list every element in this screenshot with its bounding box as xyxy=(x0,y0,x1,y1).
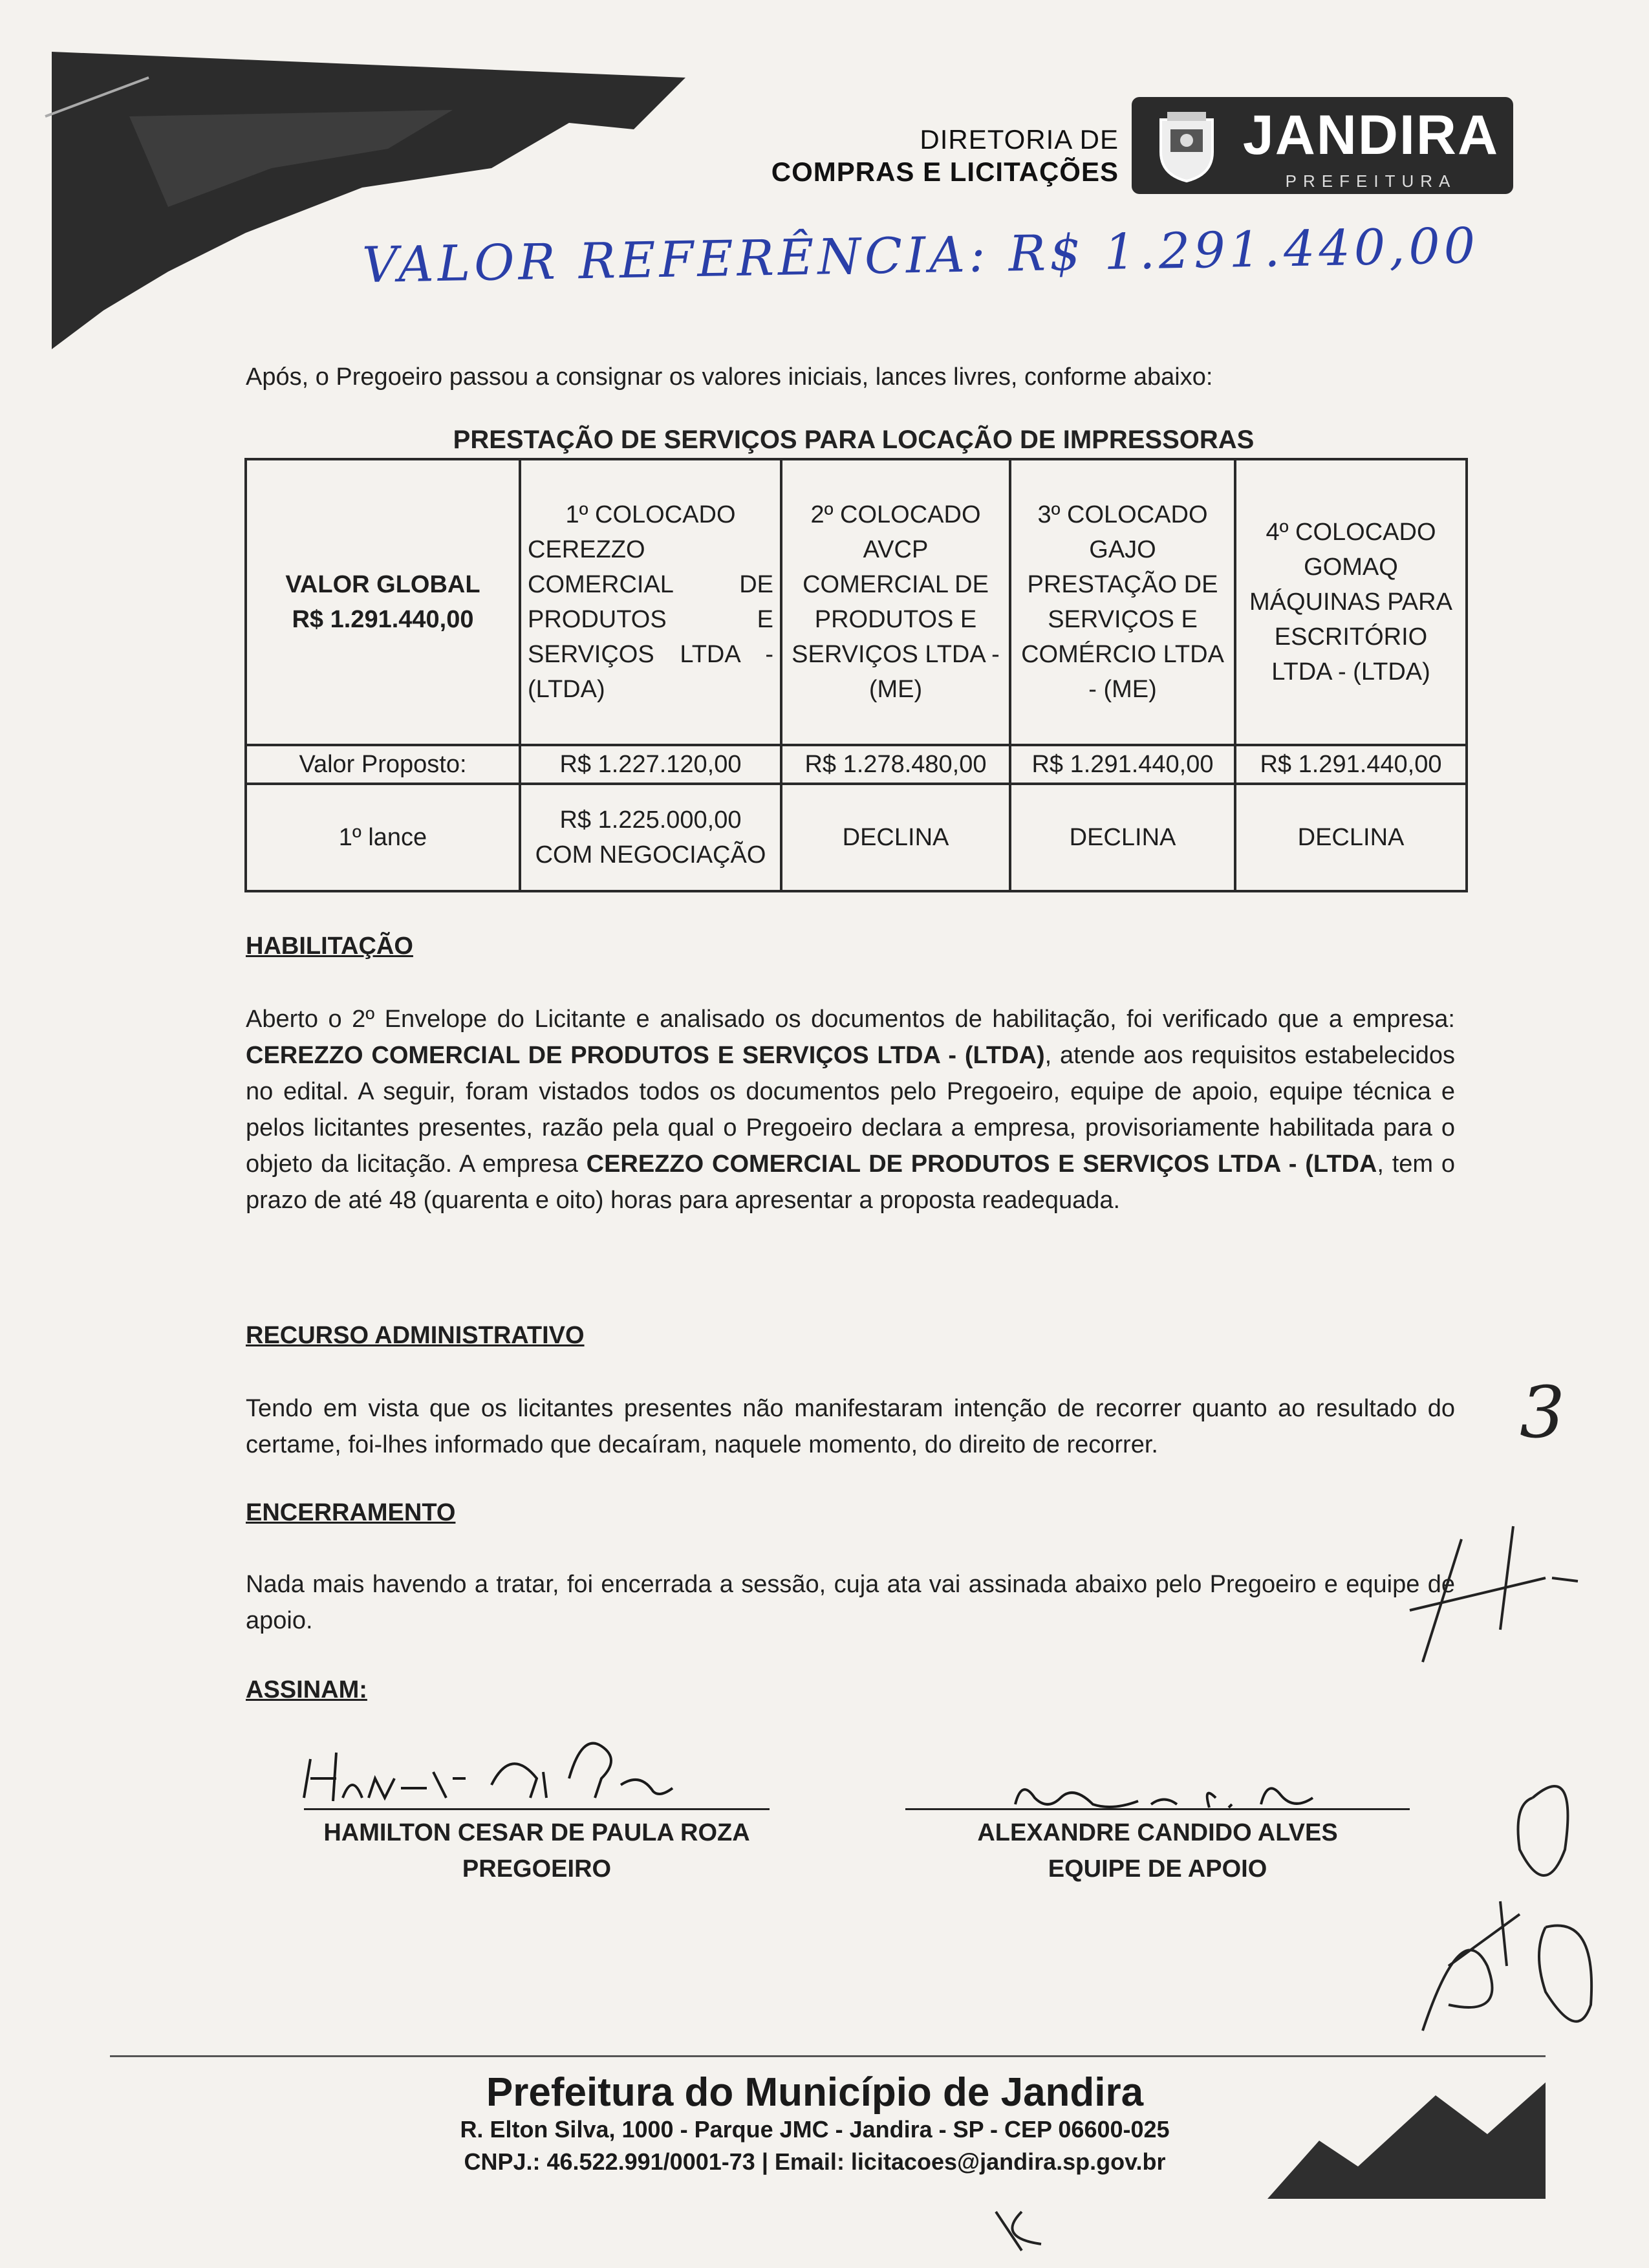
recurso-paragraph: Tendo em vista que os licitantes presentes não manifestaram intenção de recorrer quanto ao resultado do certame, foi-lhes informado que decaíram, naquele momento, do direito de recorrer. xyxy=(246,1395,1455,1458)
col-line: COMERCIAL DE PRODUTOS E SERVIÇOS LTDA - (ME) xyxy=(792,571,1000,703)
table-cell: DECLINA xyxy=(781,784,1010,891)
header-dark-shape xyxy=(0,39,724,375)
col-line: GAJO xyxy=(1089,536,1156,563)
col-line: GOMAQ xyxy=(1304,554,1398,581)
signature-line-left xyxy=(304,1808,770,1810)
handwritten-mark-bottom xyxy=(983,2199,1061,2263)
table-row xyxy=(246,784,1467,891)
table-cell: R$ 1.225.000,00 COM NEGOCIAÇÃO xyxy=(520,784,781,891)
table-cell: DECLINA xyxy=(1235,784,1467,891)
corner-line: R$ 1.291.440,00 xyxy=(292,606,474,633)
initials-margin xyxy=(1384,1513,1617,2069)
signature-pregoeiro xyxy=(297,1707,763,1824)
signer-name-right: ALEXANDRE CANDIDO ALVES xyxy=(977,1819,1338,1846)
crest-icon xyxy=(1148,107,1225,184)
heading-habilitacao: HABILITAÇÃO xyxy=(246,933,413,960)
table-cell: R$ 1.291.440,00 xyxy=(1235,745,1467,784)
table-row xyxy=(246,745,1467,784)
col-line: MÁQUINAS PARA ESCRITÓRIO LTDA - (LTDA) xyxy=(1249,589,1452,686)
table-title: PRESTAÇÃO DE SERVIÇOS PARA LOCAÇÃO DE IMPRESSORAS xyxy=(453,426,1255,454)
signer-role-right: EQUIPE DE APOIO xyxy=(1048,1855,1267,1883)
logo-subtitle: PREFEITURA xyxy=(1285,171,1457,191)
habilitacao-text-a: Aberto o 2º Envelope do Licitante e analisado os documentos de habilitação, foi verificado que a empresa: xyxy=(246,1006,1455,1033)
footer-contact: CNPJ.: 46.522.991/0001-73 | Email: licitacoes@jandira.sp.gov.br xyxy=(464,2148,1166,2175)
directorate-line2: COMPRAS E LICITAÇÕES xyxy=(771,157,1119,187)
table-cell: R$ 1.227.120,00 xyxy=(520,745,781,784)
col-line: 2º COLOCADO xyxy=(810,501,981,528)
encerramento-paragraph: Nada mais havendo a tratar, foi encerrada a sessão, cuja ata vai assinada abaixo pelo Pregoeiro e equipe de apoio. xyxy=(246,1571,1455,1634)
header-cell-col3 xyxy=(1010,459,1235,745)
footer-email: Email: licitacoes@jandira.sp.gov.br xyxy=(774,2148,1166,2175)
header-cell-col1 xyxy=(520,459,781,745)
col-line: PRESTAÇÃO DE SERVIÇOS E COMÉRCIO LTDA - (ME) xyxy=(1021,571,1224,703)
intro-paragraph: Após, o Pregoeiro passou a consignar os valores iniciais, lances livres, conforme abaixo: xyxy=(246,363,1213,391)
footer-address: R. Elton Silva, 1000 - Parque JMC - Jandira - SP - CEP 06600-025 xyxy=(460,2116,1170,2143)
row-label: Valor Proposto: xyxy=(246,745,520,784)
habilitacao-company-a: CEREZZO COMERCIAL DE PRODUTOS E SERVIÇOS LTDA - (LTDA) xyxy=(246,1042,1045,1069)
col-line: CEREZZO COMERCIAL DE PRODUTOS E SERVIÇOS LTDA - (LTDA) xyxy=(528,536,773,703)
footer-divider xyxy=(110,2055,1546,2057)
logo-name: JANDIRA xyxy=(1242,104,1500,166)
handwritten-reference-value: VALOR REFERÊNCIA: R$ 1.291.440,00 xyxy=(361,216,1480,294)
signer-role-left: PREGOEIRO xyxy=(462,1855,612,1883)
corner-line: VALOR GLOBAL xyxy=(285,571,480,598)
footer-title: Prefeitura do Município de Jandira xyxy=(486,2070,1144,2115)
bids-table xyxy=(244,458,1468,892)
habilitacao-text-b: , atende aos requisitos estabelecidos no edital. A seguir, foram vistados todos os documentos pelo Pregoeiro, equipe de apoio, equipe técnica e pelos licitantes presentes, razão pela qual o Pregoeiro declara a empresa, provisoriamente habilitada para o objeto da licitação. A empresa xyxy=(246,1042,1456,1178)
table-cell: R$ 1.278.480,00 xyxy=(781,745,1010,784)
table-header-row xyxy=(246,459,1467,745)
table-cell: DECLINA xyxy=(1010,784,1235,891)
footer-cnpj: CNPJ.: 46.522.991/0001-73 xyxy=(464,2148,755,2175)
col-line: 1º COLOCADO xyxy=(565,501,736,528)
directorate-line1: DIRETORIA DE xyxy=(920,124,1119,155)
header-cell-global-value xyxy=(246,459,520,745)
heading-encerramento: ENCERRAMENTO xyxy=(246,1499,456,1526)
page-number-handwritten: 3 xyxy=(1520,1371,1565,1454)
signature-equipe xyxy=(1009,1759,1371,1824)
header-cell-col2 xyxy=(781,459,1010,745)
header-cell-col4 xyxy=(1235,459,1467,745)
heading-recurso: RECURSO ADMINISTRATIVO xyxy=(246,1322,585,1349)
table-cell: R$ 1.291.440,00 xyxy=(1010,745,1235,784)
signature-line-right xyxy=(905,1808,1410,1810)
heading-assinam: ASSINAM: xyxy=(246,1676,367,1703)
col-line: 3º COLOCADO xyxy=(1037,501,1208,528)
signer-name-left: HAMILTON CESAR DE PAULA ROZA xyxy=(323,1819,750,1846)
col-line: 4º COLOCADO xyxy=(1266,519,1436,546)
row-label: 1º lance xyxy=(246,784,520,891)
col-line: AVCP xyxy=(863,536,929,563)
habilitacao-paragraph xyxy=(246,1001,1455,1218)
habilitacao-company-b: CEREZZO COMERCIAL DE PRODUTOS E SERVIÇOS LTDA - (LTDA xyxy=(586,1150,1377,1178)
habilitacao-text-c: , tem o prazo de até 48 (quarenta e oito) horas para apresentar a proposta readequada. xyxy=(246,1150,1455,1214)
